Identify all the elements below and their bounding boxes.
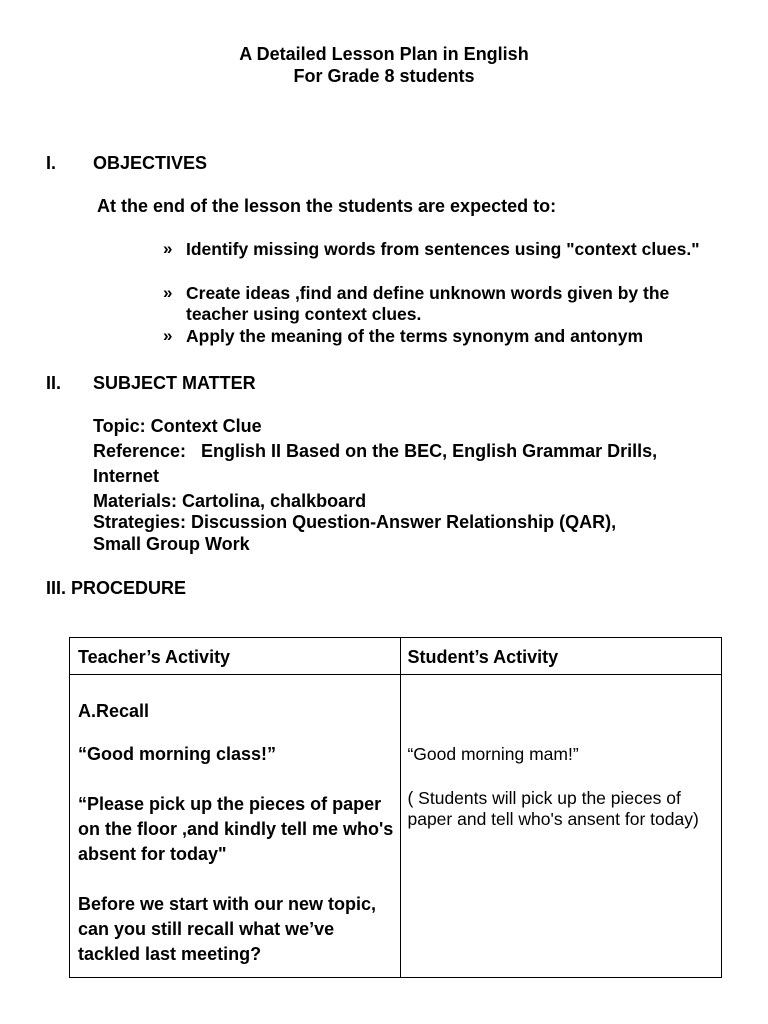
subject-matter-heading: SUBJECT MATTER <box>93 373 256 393</box>
bullet-icon: » <box>163 239 173 258</box>
procedure-table <box>69 637 722 978</box>
teacher-recall-question: Before we start with our new topic, can you still recall what we’ve tackled last meeting? <box>78 894 377 964</box>
strategies-line: Strategies: Discussion Question-Answer Relationship (QAR), <box>93 512 617 532</box>
student-activity-header: Student’s Activity <box>407 647 559 667</box>
table-header-cell <box>70 638 401 675</box>
table-row <box>70 675 722 978</box>
strategies-continuation: Small Group Work <box>93 534 250 554</box>
document-subtitle: For Grade 8 students <box>293 66 475 86</box>
student-activity-cell <box>401 675 722 978</box>
objectives-numeral: I. <box>46 153 57 173</box>
table-header-cell <box>401 638 722 675</box>
bullet-icon: » <box>163 283 173 302</box>
teacher-activity-header: Teacher’s Activity <box>78 647 231 667</box>
objectives-heading: OBJECTIVES <box>93 153 208 173</box>
materials-line: Materials: Cartolina, chalkboard <box>93 491 367 511</box>
objective-item: Apply the meaning of the terms synonym and antonym <box>186 326 644 346</box>
bullet-icon: » <box>163 326 173 345</box>
student-response: ( Students will pick up the pieces of paper and tell who's ansent for today) <box>407 788 699 829</box>
teacher-activity-cell <box>70 675 401 978</box>
objective-item: Create ideas ,find and define unknown words given by the teacher using context clues. <box>186 283 670 324</box>
teacher-greeting: “Good morning class!” <box>78 744 277 764</box>
document-title: A Detailed Lesson Plan in English <box>239 44 529 64</box>
student-greeting: “Good morning mam!” <box>407 744 579 764</box>
procedure-heading: III. PROCEDURE <box>46 578 187 598</box>
objectives-intro: At the end of the lesson the students are expected to: <box>97 196 557 216</box>
table-header-row <box>70 638 722 675</box>
reference-line: Reference: English II Based on the BEC, English Grammar Drills, <box>93 441 658 461</box>
teacher-instruction: “Please pick up the pieces of paper on the floor ,and kindly tell me who's absent for today" <box>78 794 394 864</box>
subject-matter-numeral: II. <box>46 373 62 393</box>
recall-section-label: A.Recall <box>78 701 150 721</box>
topic-line: Topic: Context Clue <box>93 416 262 436</box>
reference-continuation: Internet <box>93 466 160 486</box>
objective-item: Identify missing words from sentences using "context clues." <box>186 239 700 259</box>
